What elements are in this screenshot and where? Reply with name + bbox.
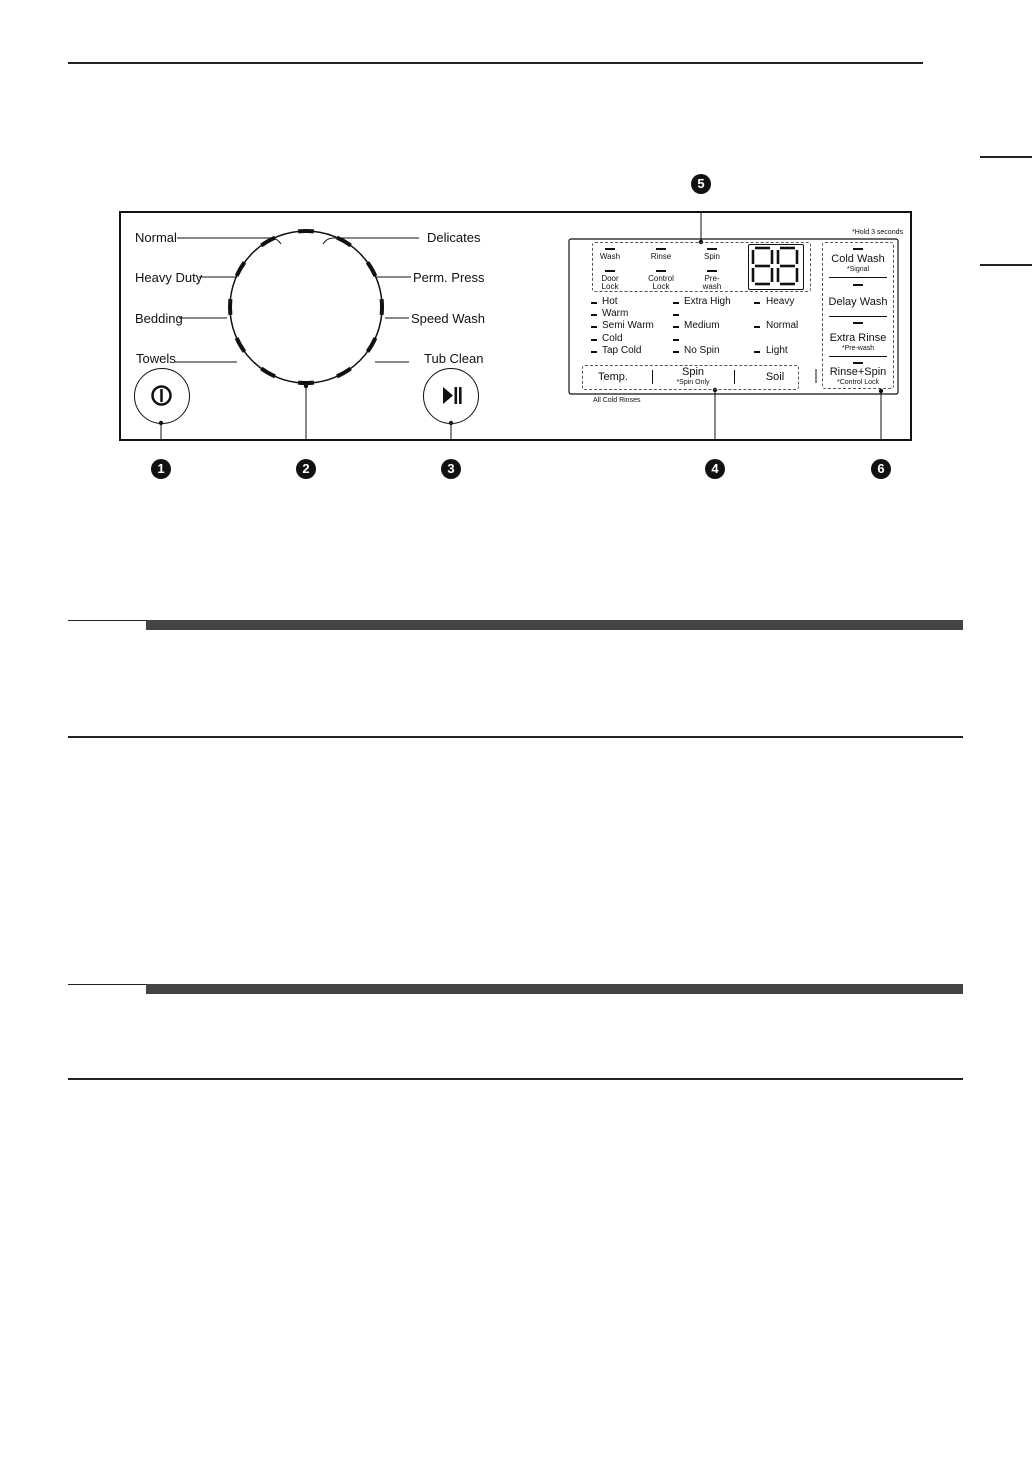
spin-medium: Medium — [684, 320, 720, 331]
temp-warm-led — [591, 314, 597, 316]
status-rinse: Rinse — [650, 252, 672, 261]
soil-light: Light — [766, 345, 788, 356]
rinse-spin-sub: *Control Lock — [836, 379, 880, 386]
cycle-speed-wash[interactable]: Speed Wash — [411, 311, 485, 326]
rinse-spin-led — [853, 362, 863, 364]
spin-led — [707, 248, 717, 250]
prewash-led — [707, 270, 717, 272]
soil-light-led — [754, 351, 760, 353]
spin-low-led — [673, 339, 679, 341]
cold-wash-underline — [829, 277, 887, 278]
temp-semi-warm: Semi Warm — [602, 320, 654, 331]
power-icon — [135, 369, 188, 422]
time-display — [748, 244, 804, 290]
side-tab-line-1 — [980, 156, 1032, 158]
spin-extra-high-led — [673, 302, 679, 304]
cold-wash-led — [853, 248, 863, 250]
extra-rinse-led — [853, 322, 863, 324]
status-door-lock-1: Door — [601, 274, 619, 283]
section-1-band — [146, 620, 963, 630]
soil-heavy-led — [754, 302, 760, 304]
dial-tick — [368, 338, 376, 352]
dial-tick — [261, 238, 275, 246]
cycle-bedding[interactable]: Bedding — [135, 311, 183, 326]
soil-button[interactable]: Soil — [765, 371, 785, 383]
callout-3: 3 — [441, 459, 461, 479]
temp-cold-led — [591, 339, 597, 341]
spin-high-led — [673, 314, 679, 316]
temp-button[interactable]: Temp. — [598, 371, 628, 383]
cycle-perm-press[interactable]: Perm. Press — [413, 270, 485, 285]
dial-ticks — [230, 231, 382, 383]
status-prewash-1: Pre- — [704, 274, 720, 283]
extra-rinse-sub: *Pre-wash — [841, 345, 875, 352]
spin-no-spin-led — [673, 351, 679, 353]
dial-ring — [230, 231, 382, 383]
spin-button-sub: *Spin Only — [676, 379, 710, 386]
door-lock-led — [605, 270, 615, 272]
dial-tick — [261, 369, 275, 377]
extra-rinse-underline — [829, 356, 887, 357]
all-cold-rinses-note: All Cold Rinses — [593, 397, 641, 404]
callout-1: 1 — [151, 459, 171, 479]
extra-rinse-button[interactable]: Extra Rinse — [829, 332, 887, 344]
callout-2: 2 — [296, 459, 316, 479]
temp-tap-cold: Tap Cold — [602, 345, 642, 356]
soil-heavy: Heavy — [766, 296, 795, 307]
callout-4: 4 — [705, 459, 725, 479]
delay-wash-underline — [829, 316, 887, 317]
status-control-lock-2: Lock — [652, 282, 670, 291]
temp-cold: Cold — [602, 333, 623, 344]
control-lock-led — [656, 270, 666, 272]
cycle-towels[interactable]: Towels — [136, 351, 176, 366]
divider-2 — [734, 370, 735, 384]
start-pause-button[interactable] — [423, 368, 479, 424]
power-button[interactable] — [134, 368, 190, 424]
side-tab-line-2 — [980, 264, 1032, 266]
cycle-heavy-duty[interactable]: Heavy Duty — [135, 270, 203, 285]
section-2-band — [146, 984, 963, 994]
delay-wash-button[interactable]: Delay Wash — [828, 296, 888, 308]
status-spin: Spin — [703, 252, 720, 261]
spin-extra-high: Extra High — [684, 296, 731, 307]
cycle-normal[interactable]: Normal — [135, 230, 177, 245]
rinse-led — [656, 248, 666, 250]
wash-led — [605, 248, 615, 250]
temp-semi-warm-led — [591, 326, 597, 328]
spin-no-spin: No Spin — [684, 345, 720, 356]
temp-hot-led — [591, 302, 597, 304]
cold-wash-button[interactable]: Cold Wash — [831, 253, 885, 265]
callout-5: 5 — [691, 174, 711, 194]
status-door-lock-2: Lock — [601, 282, 619, 291]
divider-1 — [652, 370, 653, 384]
delay-wash-led — [853, 284, 863, 286]
soil-normal: Normal — [766, 320, 799, 331]
dial-tick — [237, 338, 245, 352]
cycle-delicates[interactable]: Delicates — [427, 230, 481, 245]
seven-segment-digits — [749, 245, 802, 288]
status-control-lock-1: Control — [648, 274, 674, 283]
temp-tap-cold-led — [591, 351, 597, 353]
spin-medium-led — [673, 326, 679, 328]
hold-note: *Hold 3 seconds — [852, 229, 903, 236]
dial-tick — [368, 262, 376, 276]
status-prewash-2: wash — [702, 282, 722, 291]
dial-tick — [337, 238, 351, 246]
section-1-rule-bottom — [68, 736, 963, 738]
dial-tick — [237, 262, 245, 276]
dial-tick — [337, 369, 351, 377]
play-pause-icon — [424, 369, 477, 422]
status-wash: Wash — [599, 252, 621, 261]
section-2-rule-bottom — [68, 1078, 963, 1080]
rinse-spin-button[interactable]: Rinse+Spin — [829, 366, 887, 378]
top-rule — [68, 62, 923, 64]
callout-6: 6 — [871, 459, 891, 479]
cycle-tub-clean[interactable]: Tub Clean — [424, 351, 484, 366]
spin-button[interactable]: Spin — [681, 366, 705, 378]
temp-warm: Warm — [602, 308, 629, 319]
temp-hot: Hot — [602, 296, 618, 307]
cold-wash-sub: *Signal — [846, 266, 870, 273]
soil-normal-led — [754, 326, 760, 328]
